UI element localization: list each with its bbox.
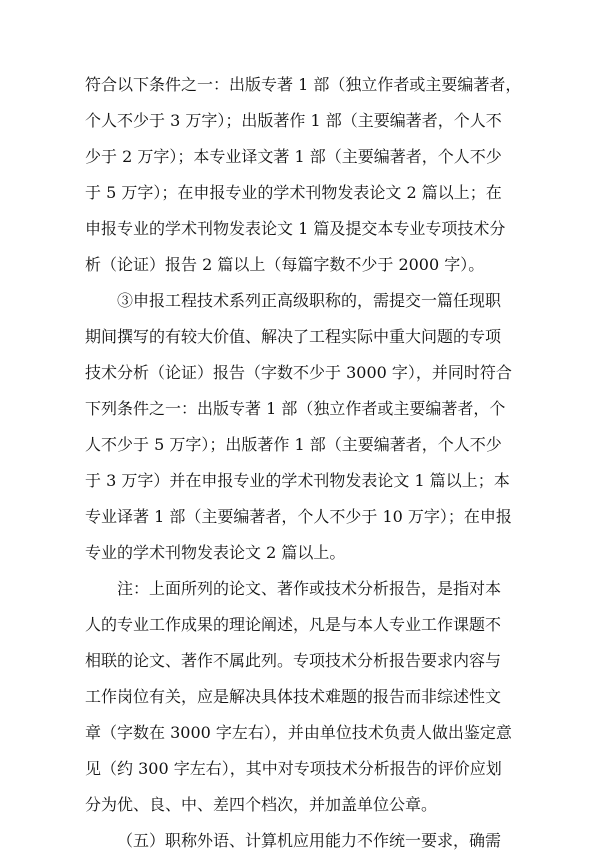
- text-line: [0, 607, 612, 643]
- text-line-content: 下列条件之一：出版专著 1 部（独立作者或主要编著者，个: [85, 399, 506, 418]
- text-line-content: 专业译著 1 部（主要编著者，个人不少于 10 万字）；在申报: [85, 507, 512, 526]
- text-line-content: （五）职称外语、计算机应用能力不作统一要求，确需: [117, 831, 502, 850]
- text-line-content: 少于 2 万字）；本专业译文著 1 部（主要编著者，个人不少: [85, 147, 502, 166]
- text-line: [0, 391, 612, 427]
- text-line: [0, 751, 612, 787]
- text-line-content: 工作岗位有关，应是解决具体技术难题的报告而非综述性文: [85, 687, 502, 706]
- text-line-content: 申报专业的学术刊物发表论文 1 篇及提交本专业专项技术分: [85, 219, 506, 238]
- text-line: [0, 211, 612, 247]
- text-line: [0, 535, 612, 571]
- text-line: [0, 319, 612, 355]
- text-line-content: 于 5 万字）；在申报专业的学术刊物发表论文 2 篇以上；在: [85, 183, 502, 202]
- text-line-content: 人的专业工作成果的理论阐述，凡是与本人专业工作课题不: [85, 615, 502, 634]
- text-line: [0, 823, 612, 859]
- text-line-content: 相联的论文、著作不属此列。专项技术分析报告要求内容与: [85, 651, 502, 670]
- text-line-content: 技术分析（论证）报告（字数不少于 3000 字），并同时符合: [85, 363, 512, 382]
- text-line: [0, 355, 612, 391]
- text-line-content: 个人不少于 3 万字）；出版著作 1 部（主要编著者，个人不: [85, 111, 502, 130]
- text-line-content: 析（论证）报告 2 篇以上（每篇字数不少于 2000 字）。: [85, 255, 485, 274]
- text-line: [0, 571, 612, 607]
- text-line: [0, 175, 612, 211]
- text-line: [0, 139, 612, 175]
- text-line: [0, 787, 612, 823]
- text-line-content: 分为优、良、中、差四个档次，并加盖单位公章。: [85, 795, 438, 814]
- text-line-content: 于 3 万字）并在申报专业的学术刊物发表论文 1 篇以上；本: [85, 471, 510, 490]
- text-line: [0, 427, 612, 463]
- text-line: [0, 715, 612, 751]
- text-line: [0, 463, 612, 499]
- text-line: [0, 679, 612, 715]
- text-line-content: 章（字数在 3000 字左右），并由单位技术负责人做出鉴定意: [85, 723, 512, 742]
- text-line: [0, 247, 612, 283]
- text-line: [0, 283, 612, 319]
- text-line-content: 符合以下条件之一：出版专著 1 部（独立作者或主要编著者，: [85, 75, 522, 94]
- text-line-content: ③申报工程技术系列正高级职称的，需提交一篇任现职: [117, 291, 502, 310]
- text-line-content: 专业的学术刊物发表论文 2 篇以上。: [85, 543, 346, 562]
- text-line-content: 注：上面所列的论文、著作或技术分析报告，是指对本: [117, 579, 502, 598]
- text-line: [0, 643, 612, 679]
- text-line-content: 期间撰写的有较大价值、解决了工程实际中重大问题的专项: [85, 327, 502, 346]
- text-line-content: 见（约 300 字左右），其中对专项技术分析报告的评价应划: [85, 759, 502, 778]
- text-line: [0, 67, 612, 103]
- text-line: [0, 103, 612, 139]
- text-line-content: 人不少于 5 万字）；出版著作 1 部（主要编著者，个人不少: [85, 435, 502, 454]
- text-line: [0, 499, 612, 535]
